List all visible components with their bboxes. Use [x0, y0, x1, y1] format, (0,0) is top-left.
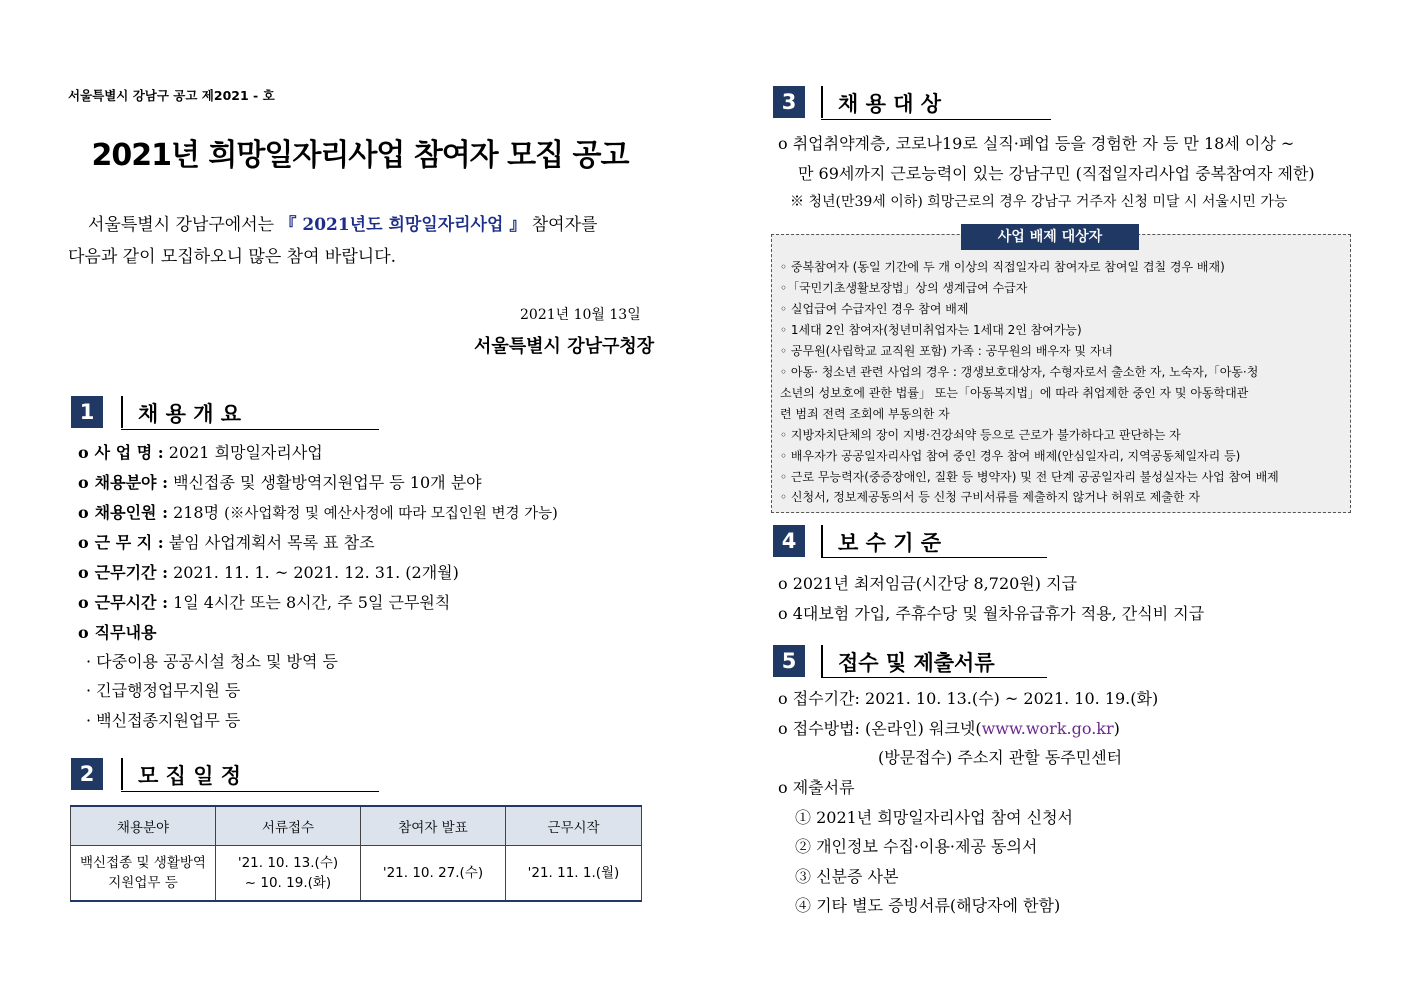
- section-5-title: 접수 및 제출서류: [838, 651, 995, 675]
- exclusion-item: ◦「국민기초생활보장법」상의 생계급여 수급자: [780, 281, 1028, 295]
- exclusion-title: 사업 배제 대상자: [961, 224, 1139, 250]
- sec1-item-duties: o 직무내용: [78, 623, 157, 642]
- section-5-number: 5: [773, 645, 805, 677]
- intro-project-name: 『 2021년도 희망일자리사업 』: [279, 215, 527, 235]
- section-5-divider: [821, 645, 823, 677]
- sec1-item-field: o 채용분야 : 백신접종 및 생활방역지원업무 등 10개 분야: [78, 473, 482, 492]
- sec5-period: o 접수기간: 2021. 10. 13.(수) ~ 2021. 10. 19.(화): [778, 689, 1159, 708]
- exclusion-item: ◦ 중복참여자 (동일 기간에 두 개 이상의 직접일자리 참여자로 참여일 겹칠 경우 배재): [780, 260, 1225, 274]
- sec1-item-hours: o 근무시간 : 1일 4시간 또는 8시간, 주 5일 근무원칙: [78, 593, 451, 612]
- sec1-item-headcount: o 채용인원 : 218명 (※사업확정 및 예산사정에 따라 모집인원 변경 가능): [78, 503, 558, 522]
- doc-item: ② 개인정보 수집·이용·제공 동의서: [795, 837, 1038, 856]
- table-cell-apply: '21. 10. 13.(수) ~ 10. 19.(화): [216, 846, 361, 902]
- exclusion-item: ◦ 1세대 2인 참여자(청년미취업자는 1세대 2인 참여가능): [780, 323, 1082, 337]
- doc-item: ① 2021년 희망일자리사업 참여 신청서: [795, 808, 1073, 827]
- intro-line-1: [88, 210, 597, 235]
- table-header: 근무시작: [506, 806, 642, 846]
- exclusion-item: ◦ 실업급여 수급자인 경우 참여 배제: [780, 302, 969, 316]
- section-2-underline: [121, 791, 379, 792]
- intro-text-c: 참여자를: [526, 215, 598, 235]
- sec3-line-2: 만 69세까지 근로능력이 있는 강남구민 (직접일자리사업 중복참여자 제한): [798, 164, 1315, 183]
- signer: 서울특별시 강남구청장: [474, 336, 655, 357]
- duty-item: · 긴급행정업무지원 등: [86, 681, 241, 700]
- worknet-link[interactable]: www.work.go.kr: [981, 719, 1114, 738]
- exclusion-item: ◦ 아동· 청소년 관련 사업의 경우 : 갱생보호대상자, 수형자로서 출소한 자, 노숙자,「아동·청: [780, 365, 1259, 379]
- table-cell-announce: '21. 10. 27.(수): [361, 846, 506, 902]
- sec1-item-period: o 근무기간 : 2021. 11. 1. ~ 2021. 12. 31. (2개월): [78, 563, 459, 582]
- section-1-divider: [121, 396, 123, 428]
- section-1-underline: [121, 429, 379, 430]
- section-4-number: 4: [773, 525, 805, 557]
- exclusion-item: 련 범죄 전력 조회에 부동의한 자: [780, 407, 950, 421]
- section-4-underline: [821, 557, 1047, 558]
- table-cell-start: '21. 11. 1.(월): [506, 846, 642, 902]
- section-4-divider: [821, 525, 823, 557]
- table-header: 참여자 발표: [361, 806, 506, 846]
- exclusion-item: ◦ 근로 무능력자(중증장애인, 질환 등 병약자) 및 전 단계 공공일자리 불성실자는 사업 참여 배제: [780, 470, 1279, 484]
- table-header-row: [71, 806, 642, 846]
- exclusion-item: ◦ 배우자가 공공일자리사업 참여 중인 경우 참여 배제(안심일자리, 지역공동체일자리 등): [780, 449, 1241, 463]
- section-3-number: 3: [773, 86, 805, 118]
- sec1-item-business: o 사 업 명 : 2021 희망일자리사업: [78, 443, 323, 462]
- page-title: 2021년 희망일자리사업 참여자 모집 공고: [91, 138, 629, 173]
- schedule-table: [70, 805, 642, 902]
- sec3-line-1: o 취업취약계층, 코로나19로 실직·폐업 등을 경험한 자 등 만 18세 이상 ~: [778, 134, 1295, 153]
- doc-item: ④ 기타 별도 증빙서류(해당자에 한함): [795, 896, 1061, 915]
- exclusion-item: ◦ 신청서, 정보제공동의서 등 신청 구비서류를 제출하지 않거나 허위로 제출한 자: [780, 490, 1200, 504]
- doc-item: ③ 신분증 사본: [795, 867, 899, 886]
- exclusion-item: ◦ 지방자치단체의 장이 지병·건강쇠약 등으로 근로가 불가하다고 판단하는 자: [780, 428, 1181, 442]
- sec1-item-location: o 근 무 지 : 붙임 사업계획서 목록 표 참조: [78, 533, 375, 552]
- table-cell-field: 백신접종 및 생활방역 지원업무 등: [71, 846, 216, 902]
- section-2-title: 모 집 일 정: [138, 764, 242, 788]
- sec5-docs-title: o 제출서류: [778, 778, 855, 797]
- exclusion-item: ◦ 공무원(사립학교 교직원 포함) 가족 : 공무원의 배우자 및 자녀: [780, 344, 1114, 358]
- section-2-number: 2: [71, 758, 103, 790]
- table-header: 서류접수: [216, 806, 361, 846]
- table-header: 채용분야: [71, 806, 216, 846]
- section-1-title: 채 용 개 요: [138, 402, 242, 426]
- section-1-number: 1: [71, 396, 103, 428]
- sec5-method: o 접수방법: (온라인) 워크넷(www.work.go.kr): [778, 719, 1120, 738]
- sec4-line-2: o 4대보험 가입, 주휴수당 및 월차유급휴가 적용, 간식비 지급: [778, 604, 1205, 623]
- section-4-title: 보 수 기 준: [838, 531, 942, 555]
- notice-date: 2021년 10월 13일: [520, 307, 641, 323]
- intro-text-a: 서울특별시 강남구에서는: [88, 215, 280, 235]
- sec3-line-3: ※ 청년(만39세 이하) 희망근로의 경우 강남구 거주자 신청 미달 시 서울시민 가능: [790, 194, 1288, 210]
- section-3-underline: [821, 119, 1051, 120]
- notice-number: 서울특별시 강남구 공고 제2021 - 호: [68, 88, 275, 103]
- section-3-divider: [821, 86, 823, 118]
- section-5-underline: [821, 677, 1047, 678]
- table-row: [71, 846, 642, 902]
- duty-item: · 다중이용 공공시설 청소 및 방역 등: [86, 652, 338, 671]
- section-3-title: 채 용 대 상: [838, 92, 942, 116]
- sec5-method-visit: (방문접수) 주소지 관할 동주민센터: [878, 748, 1123, 767]
- duty-item: · 백신접종지원업무 등: [86, 711, 241, 730]
- exclusion-item: 소년의 성보호에 관한 법률」 또는「아동복지법」에 따라 취업제한 중인 자 및 아동학대관: [780, 386, 1249, 400]
- intro-line-2: 다음과 같이 모집하오니 많은 참여 바랍니다.: [68, 247, 397, 267]
- sec4-line-1: o 2021년 최저임금(시간당 8,720원) 지급: [778, 574, 1078, 593]
- section-2-divider: [121, 758, 123, 790]
